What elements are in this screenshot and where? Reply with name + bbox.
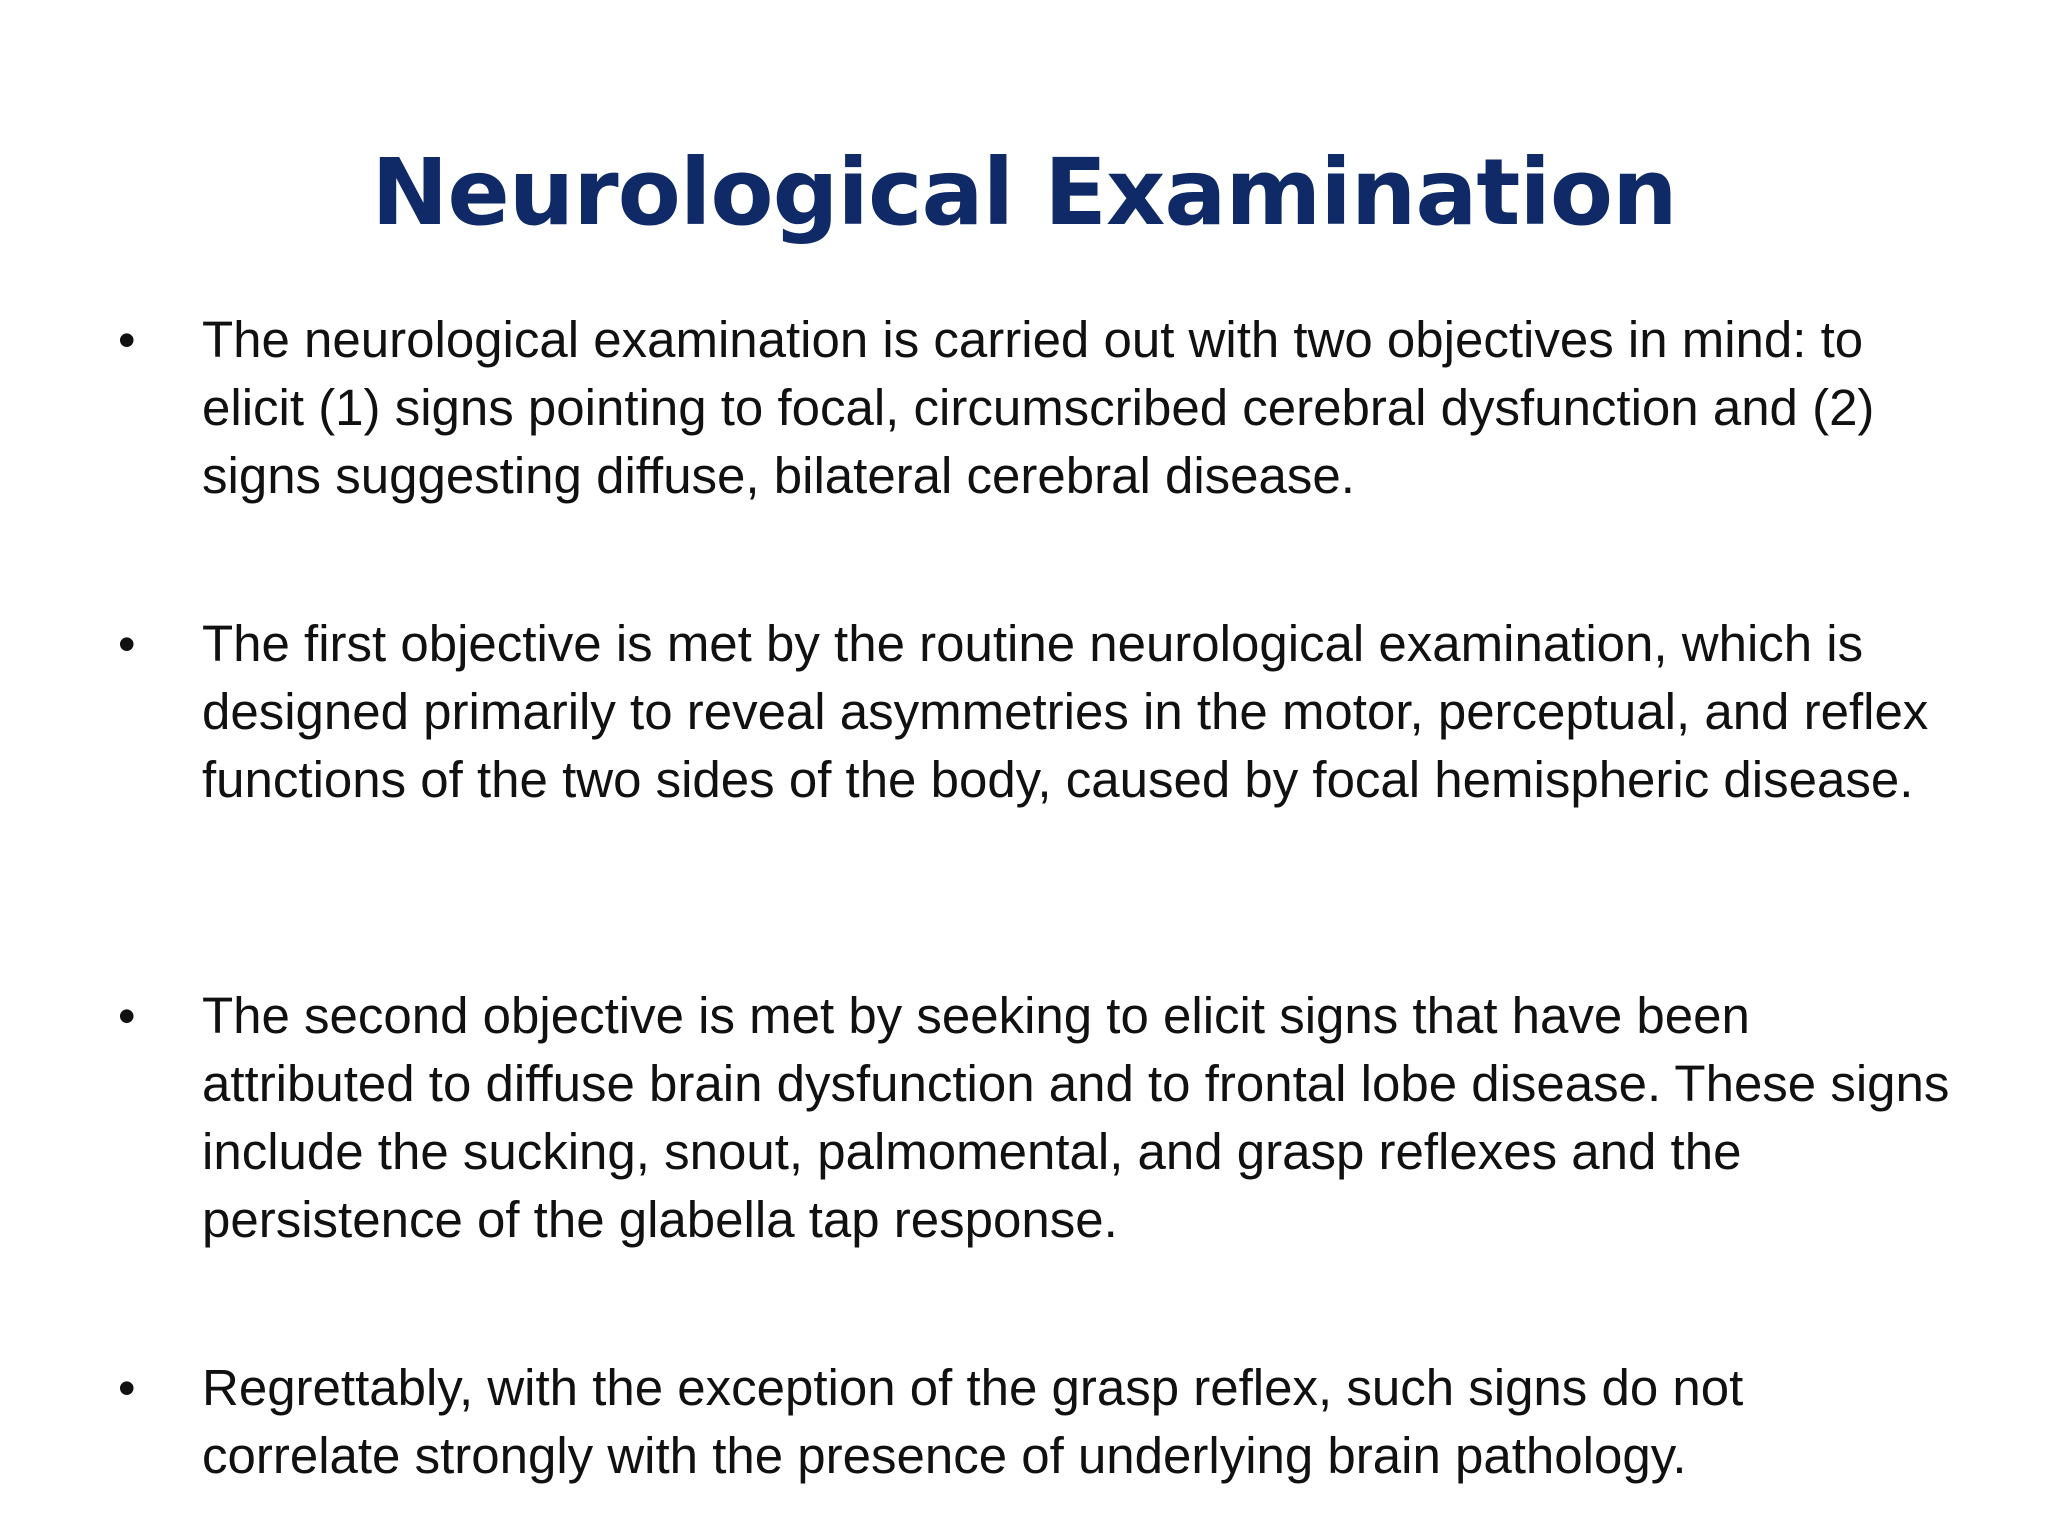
- bullet-icon: •: [118, 1360, 136, 1416]
- bullet-text: The first objective is met by the routine neurological examination, which is designed primarily to reveal asymmetries in the motor, perceptual, and reflex functions of the two sides of the body, caused by focal hemispheric disease.: [202, 615, 1929, 808]
- bullet-text: The neurological examination is carried out with two objectives in mind: to elicit (1) signs pointing to focal, circumscribed cerebral dysfunction and (2) signs suggesting diffuse, bilateral cerebral disease.: [202, 311, 1875, 504]
- bullet-text: Regrettably, with the exception of the grasp reflex, such signs do not correlate strongly with the presence of underlying brain pathology.: [202, 1359, 1744, 1484]
- slide-title: Neurological Examination: [371, 139, 1677, 246]
- bullet-icon: •: [118, 988, 136, 1044]
- bullet-icon: •: [118, 312, 136, 368]
- bullet-icon: •: [118, 616, 136, 672]
- bullet-text: The second objective is met by seeking to elicit signs that have been attributed to diffuse brain dysfunction and to frontal lobe disease. These signs include the sucking, snout, palmomental, and grasp reflexes and the persistence of the glabella tap response.: [202, 987, 1950, 1248]
